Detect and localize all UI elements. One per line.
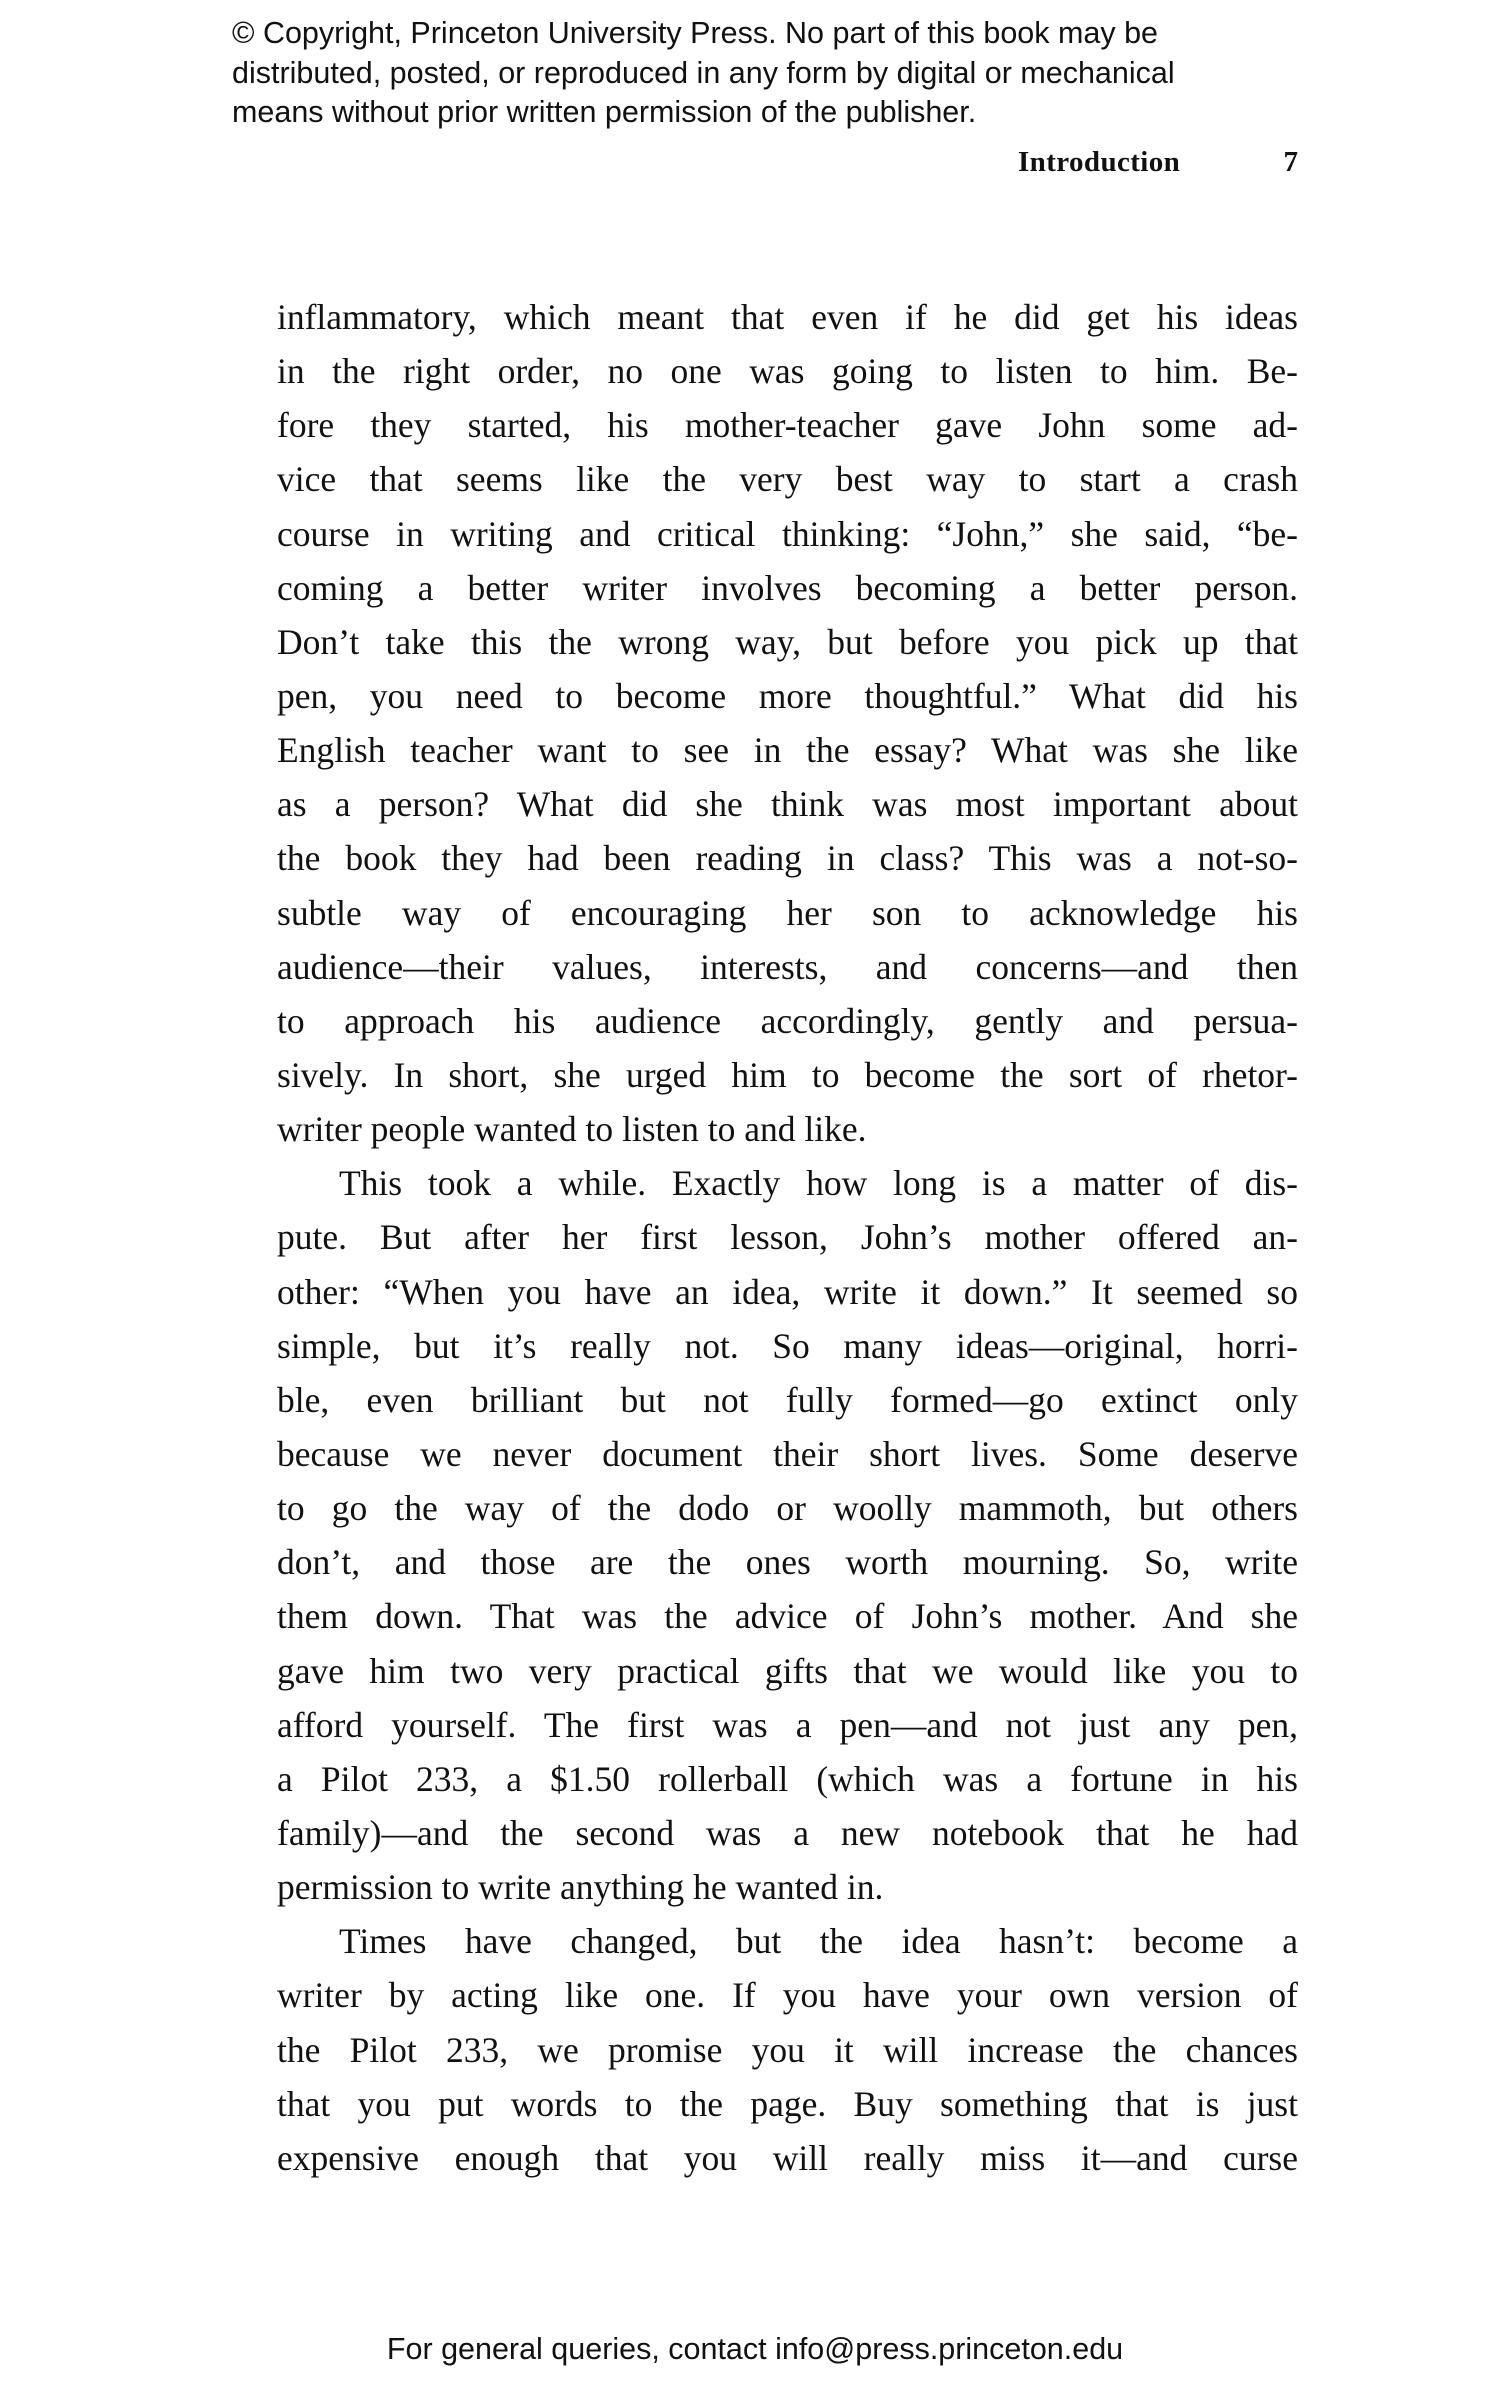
text-line: writer people wanted to listen to and like. xyxy=(277,1109,867,1150)
text-line: fore they started, his mother-teacher gave John some ad- xyxy=(277,405,1298,446)
text-line: expensive enough that you will really miss it—and curse xyxy=(277,2137,1298,2178)
text-line: don’t, and those are the ones worth mourning. So, write xyxy=(277,1542,1298,1583)
text-line: permission to write anything he wanted in. xyxy=(277,1867,884,1908)
text-line: Don’t take this the wrong way, but before you pick up that xyxy=(277,621,1298,662)
text-line: family)—and the second was a new notebook that he had xyxy=(277,1812,1298,1853)
text-line: English teacher want to see in the essay? What was she like xyxy=(277,730,1298,771)
text-line: course in writing and critical thinking: “John,” she said, “be- xyxy=(277,513,1298,554)
text-line: simple, but it’s really not. So many ideas—original, horri- xyxy=(277,1325,1298,1366)
text-line: them down. That was the advice of John’s mother. And she xyxy=(277,1596,1298,1637)
text-line: as a person? What did she think was most important about xyxy=(277,784,1298,825)
body-text xyxy=(277,290,1298,2185)
text-line: because we never document their short lives. Some deserve xyxy=(277,1433,1298,1474)
text-line: afford yourself. The first was a pen—and not just any pen, xyxy=(277,1704,1298,1745)
copyright-line: distributed, posted, or reproduced in any form by digital or mechanical xyxy=(232,55,1175,90)
footer-contact: For general queries, contact info@press.princeton.edu xyxy=(386,2332,1124,2366)
text-line: gave him two very practical gifts that we would like you to xyxy=(277,1650,1298,1691)
running-head xyxy=(1000,142,1298,182)
copyright-line: means without prior written permission of the publisher. xyxy=(232,95,977,129)
text-line: pute. But after her first lesson, John’s mother offered an- xyxy=(277,1217,1298,1258)
text-line: other: “When you have an idea, write it down.” It seemed so xyxy=(277,1271,1298,1312)
section-title: Introduction xyxy=(1018,146,1181,178)
text-line: This took a while. Exactly how long is a matter of dis- xyxy=(339,1163,1298,1204)
text-line: Times have changed, but the idea hasn’t: become a xyxy=(339,1921,1298,1962)
text-line: the book they had been reading in class? This was a not-so- xyxy=(277,838,1298,879)
text-line: to approach his audience accordingly, gently and persua- xyxy=(277,1000,1298,1041)
copyright-notice xyxy=(232,14,1292,133)
text-line: to go the way of the dodo or woolly mammoth, but others xyxy=(277,1488,1298,1529)
page-number: 7 xyxy=(1283,146,1298,178)
copyright-line: © Copyright, Princeton University Press. No part of this book may be xyxy=(232,16,1158,50)
text-line: audience—their values, interests, and concerns—and then xyxy=(277,946,1298,987)
text-line: inflammatory, which meant that even if he did get his ideas xyxy=(277,297,1298,337)
text-line: a Pilot 233, a $1.50 rollerball (which was a fortune in his xyxy=(277,1758,1298,1799)
text-line: vice that seems like the very best way to start a crash xyxy=(277,459,1298,500)
text-line: that you put words to the page. Buy something that is just xyxy=(277,2083,1298,2124)
text-line: in the right order, no one was going to listen to him. Be- xyxy=(277,351,1298,392)
text-line: subtle way of encouraging her son to acknowledge his xyxy=(277,892,1298,933)
text-line: pen, you need to become more thoughtful.” What did his xyxy=(277,675,1298,716)
text-line: writer by acting like one. If you have your own version of xyxy=(277,1975,1298,2016)
text-line: ble, even brilliant but not fully formed—go extinct only xyxy=(277,1379,1298,1420)
text-line: coming a better writer involves becoming a better person. xyxy=(277,567,1298,608)
text-line: the Pilot 233, we promise you it will increase the chances xyxy=(277,2029,1298,2070)
text-line: sively. In short, she urged him to become the sort of rhetor- xyxy=(277,1054,1298,1095)
